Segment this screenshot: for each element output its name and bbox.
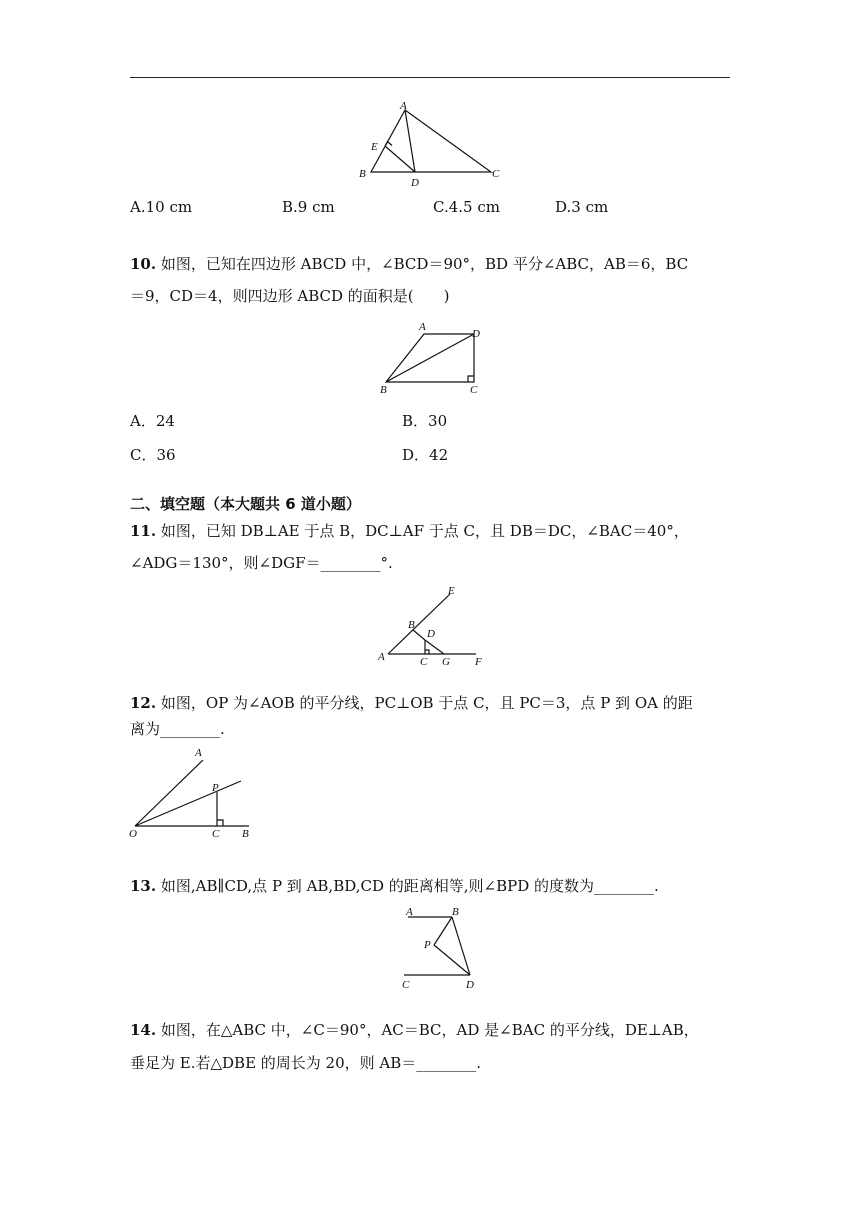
q11-text-2: ∠ADG＝130°，则∠DGF＝________°. xyxy=(130,554,393,572)
q11-label-f: F xyxy=(475,656,482,668)
q12-line1 xyxy=(130,693,693,713)
q10-option-a: A．24 xyxy=(130,412,175,430)
q12-ray-op xyxy=(135,781,241,826)
q11-label-a: A xyxy=(378,651,385,663)
q9-option-b: B.9 cm xyxy=(282,198,335,216)
q11-segment-bd xyxy=(413,630,425,640)
q10-line1 xyxy=(130,254,688,274)
q11-text-1: 如图，已知 DB⊥AE 于点 B，DC⊥AF 于点 C，且 DB＝DC，∠BAC＝40°， xyxy=(160,522,689,540)
q12-text-2: 离为________. xyxy=(130,720,225,738)
q11-ray-ae xyxy=(388,594,450,654)
q11-segment-dg xyxy=(425,640,444,654)
q13-segment-bp xyxy=(434,917,452,945)
q9-label-b: B xyxy=(359,168,366,180)
q13-text-1: 如图,AB∥CD,点 P 到 AB,BD,CD 的距离相等,则∠BPD 的度数为________. xyxy=(160,877,659,895)
q10-figure xyxy=(372,318,492,398)
q10-option-c: C．36 xyxy=(130,446,176,464)
q9-label-a: A xyxy=(400,100,407,112)
q13-figure xyxy=(396,900,486,994)
q10-label-a: A xyxy=(419,321,426,333)
q12-label-a: A xyxy=(195,747,202,759)
q13-label-d: D xyxy=(466,979,474,991)
q12-figure xyxy=(127,742,262,842)
q9-segment-de xyxy=(385,146,415,172)
q12-label-o: O xyxy=(129,828,137,840)
q13-line1 xyxy=(130,876,659,896)
q11-label-d: D xyxy=(427,628,435,640)
q9-option-a: A.10 cm xyxy=(130,198,193,216)
q12-ray-oa xyxy=(135,760,203,826)
q9-label-e: E xyxy=(371,141,378,153)
q9-right-angle-mark xyxy=(385,142,392,147)
q9-label-d: D xyxy=(411,177,419,189)
q9-triangle-abc xyxy=(371,110,491,172)
q14-text-2: 垂足为 E.若△DBE 的周长为 20，则 AB＝________. xyxy=(130,1054,482,1072)
q9-segment-ad xyxy=(405,110,415,172)
q10-option-d: D．42 xyxy=(402,446,449,464)
q13-segment-pd xyxy=(434,945,470,975)
q11-number: 11. xyxy=(130,522,157,540)
q10-number: 10. xyxy=(130,255,157,273)
q10-option-b: B．30 xyxy=(402,412,448,430)
q14-line1 xyxy=(130,1020,699,1040)
q9-figure xyxy=(355,98,505,190)
q13-label-a: A xyxy=(406,906,413,918)
q12-right-angle-mark xyxy=(217,820,223,826)
q9-option-c: C.4.5 cm xyxy=(433,198,500,216)
q12-label-b: B xyxy=(242,828,249,840)
q13-number: 13. xyxy=(130,877,157,895)
q11-figure xyxy=(372,582,492,668)
q11-label-g: G xyxy=(442,656,450,668)
q13-label-p: P xyxy=(424,939,431,951)
q9-label-c: C xyxy=(492,168,500,180)
q12-number: 12. xyxy=(130,694,157,712)
q9-option-d: D.3 cm xyxy=(555,198,609,216)
q12-label-c: C xyxy=(212,828,220,840)
q13-segment-bd xyxy=(452,917,470,975)
q14-number: 14. xyxy=(130,1021,157,1039)
q11-label-c: C xyxy=(420,656,428,668)
q11-label-e: E xyxy=(448,585,455,597)
q13-label-c: C xyxy=(402,979,410,991)
q10-text-2: ＝9，CD＝4，则四边形 ABCD 的面积是( ) xyxy=(130,287,450,305)
q12-label-p: P xyxy=(212,782,219,794)
q12-text-1: 如图，OP 为∠AOB 的平分线，PC⊥OB 于点 C，且 PC＝3，点 P 到 OA 的距 xyxy=(160,694,693,712)
q14-text-1: 如图，在△ABC 中，∠C＝90°，AC＝BC，AD 是∠BAC 的平分线，DE⊥AB， xyxy=(160,1021,699,1039)
q13-label-b: B xyxy=(452,906,459,918)
q10-label-c: C xyxy=(470,384,478,396)
q11-label-b: B xyxy=(408,619,415,631)
q10-label-b: B xyxy=(380,384,387,396)
q11-line1 xyxy=(130,521,689,541)
q10-diagonal-bd xyxy=(386,334,474,382)
section-title: 二、填空题（本大题共 6 道小题） xyxy=(130,495,361,513)
header-rule xyxy=(130,77,730,78)
q10-text-1: 如图，已知在四边形 ABCD 中，∠BCD＝90°，BD 平分∠ABC，AB＝6，BC xyxy=(160,255,689,273)
q10-label-d: D xyxy=(472,328,480,340)
q10-right-angle-mark xyxy=(468,376,474,382)
